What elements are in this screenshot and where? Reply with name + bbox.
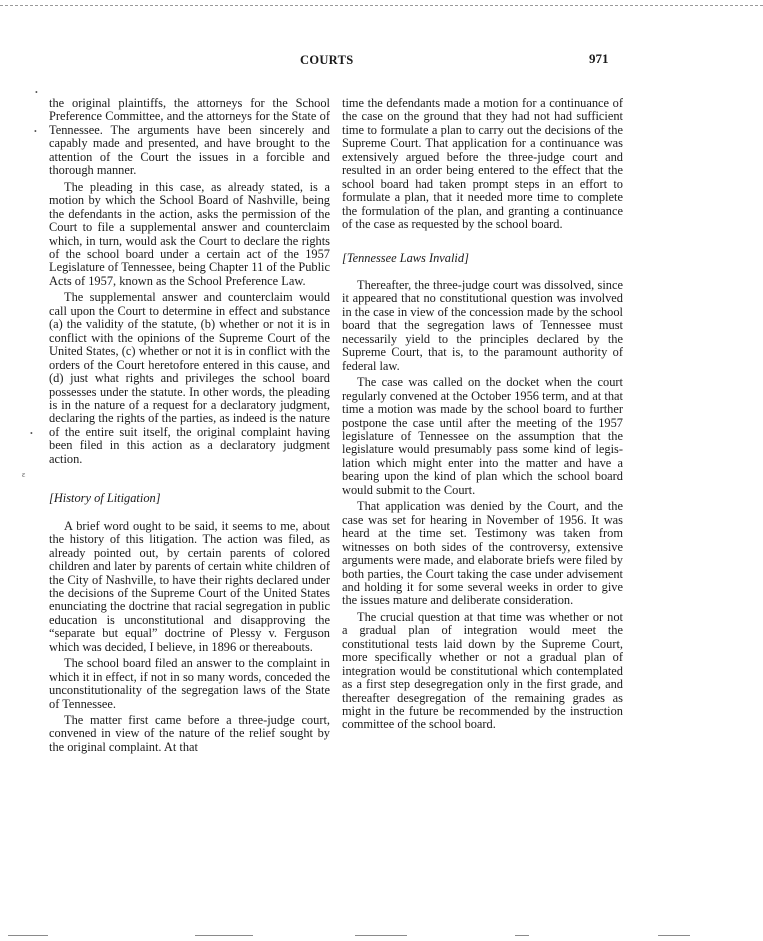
scan-bottom-mark	[195, 935, 253, 936]
scan-bottom-mark	[515, 935, 529, 936]
paragraph: the original plaintiffs, the attorneys for the School Preference Committee, and the attorneys for the State of Tennessee. The arguments have been sincerely and capably made and presented, and have brought to the attention of the Court the issues in a forcible and thorough manner.	[49, 96, 330, 178]
page-header	[0, 53, 763, 69]
scan-bottom-mark	[355, 935, 407, 936]
paragraph: The crucial question at that time was whether or not a gradual plan of integration would meet the constitutional tests laid down by the Supreme Court, more specifically whether or not a gradual plan of integration would be constitutional which contemplated as a first step desegregation only in the first grade, and thereafter desegregation of the remaining grades as might in the future be recommended by the instruction committee of the school board.	[342, 609, 623, 732]
scan-bottom-mark	[8, 935, 48, 936]
right-column	[342, 97, 623, 732]
page-number: 971	[589, 51, 609, 66]
paragraph: A brief word ought to be said, it seems to me, about the history of this litigation. The action was filed, as already pointed out, by certain parents of colored children and later by parents of certain white children of the City of Nashville, to have their rights declared under the decisions of the Supreme Court of the United States enunciating the doctrine that racial segregation in public education is unconstitutional and disapproving the “separate but equal” doctrine of Plessy v. Ferguson which was decided, I believe, in 1896 or thereabouts.	[49, 518, 330, 654]
section-heading: [Tennessee Laws Invalid]	[342, 250, 469, 265]
paragraph: The matter first came before a three-judge court, convened in view of the nature of the relief sought by the original complaint. At that	[49, 713, 330, 754]
scan-bottom-mark	[658, 935, 690, 936]
paragraph: The pleading in this case, as already stated, is a motion by which the School Board of Nashville, being the defendants in the action, asks the permission of the Court to file a supplemental answer and counterclaim which, in turn, would ask the Court to declare the rights of the school board under a certain act of the 1957 Legislature of Tennessee, being Chapter 11 of the Public Acts of 1957, known as the School Preference Law.	[49, 179, 330, 288]
scan-speck: •	[30, 429, 33, 438]
scan-top-edge	[0, 5, 763, 6]
section-heading: [History of Litigation]	[49, 491, 161, 506]
scan-speck: •	[35, 88, 38, 97]
scan-speck: ε	[22, 470, 26, 479]
paragraph: The case was called on the docket when the court regularly convened at the October 1956 term, and at that time a motion was made by the school board to further postpone the case until after the meeting of the 1957 legislature of Tennessee on the assumption that the legislature would presumably pass some kind of legislation which might enter into the matter and have a bearing upon the kind of plan which the school board would submit to the Court.	[342, 375, 623, 497]
left-column	[49, 97, 330, 754]
scan-speck: •	[34, 127, 37, 136]
running-title: COURTS	[300, 53, 354, 67]
paragraph: The supplemental answer and counterclaim would call upon the Court to determine in effect and substance (a) the validity of the statute, (b) whether or not it is in conflict with the opinions of the Supreme Court of the United States, (c) whether or not it is in conflict with the orders of the Court heretofore entered in this cause, and (d) just what rights and privileges the school board possesses under the statute. In other words, the pleading is in the nature of a request for a declaratory judgment, declaring the rights of the parties, as indeed is the nature of the entire suit itself, the original complaint having been filed in this action as a declaratory judgment action.	[49, 290, 330, 466]
paragraph: Thereafter, the three-judge court was dissolved, since it appeared that no constitutional question was involved in the case in view of the concession made by the school board that the segregation laws of Tennessee must necessarily yield to the principles declared by the Supreme Court, that is, to the paramount authority of federal law.	[342, 277, 623, 373]
paragraph: That application was denied by the Court, and the case was set for hearing in November of 1956. It was heard at the time set. Testimony was taken from witnesses on both sides of the controversy, extensive arguments were made, and elaborate briefs were filed by both parties, the Court taking the case under advisement and holding it for some several weeks in order to give the issues mature and deliberate consideration.	[342, 499, 623, 608]
paragraph: time the defendants made a motion for a continuance of the case on the ground that they had not had sufficient time to formulate a plan to carry out the decisions of the Supreme Court. That application for a continuance was extensively argued before the three-judge court and resulted in an order being entered to the effect that the school board had taken prompt steps in an effort to formulate a plan, that it needed more time to complete the formulation of the plan, and granting a continuance of the case as requested by the school board.	[342, 96, 623, 232]
paragraph: The school board filed an answer to the complaint in which it in effect, if not in so many words, conceded the unconstitutionality of the segregation laws of the State of Tennessee.	[49, 656, 330, 711]
